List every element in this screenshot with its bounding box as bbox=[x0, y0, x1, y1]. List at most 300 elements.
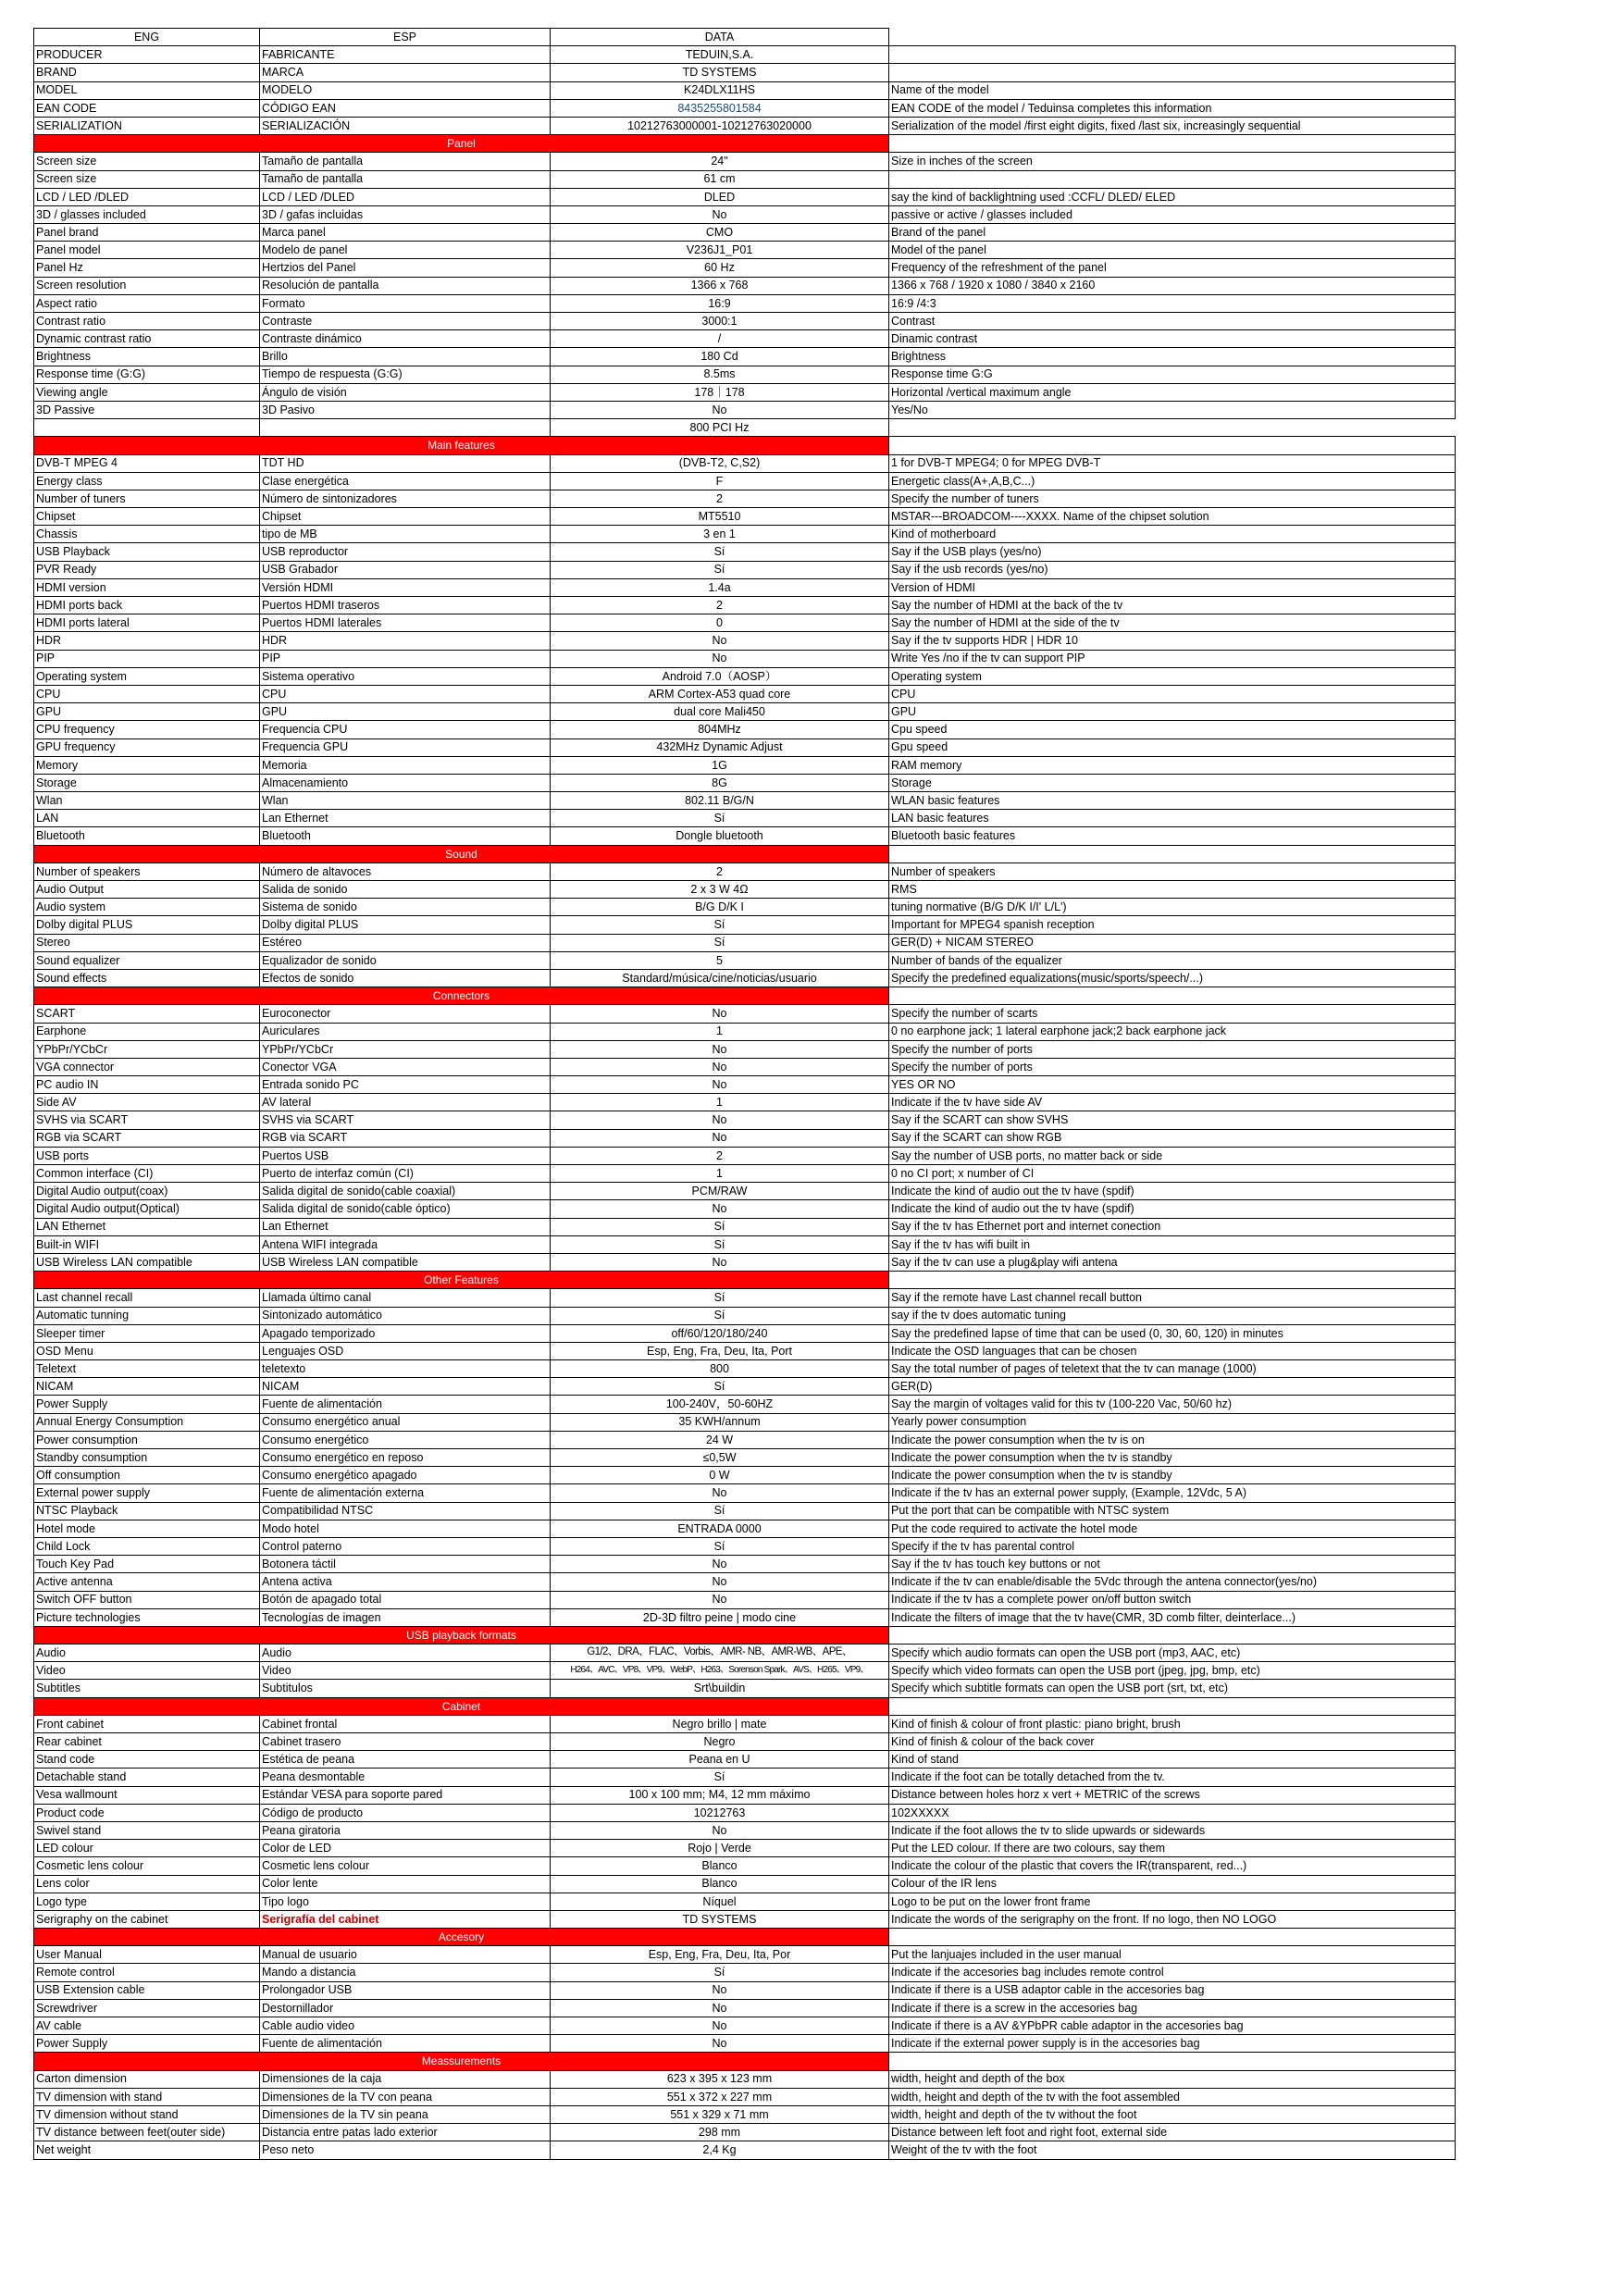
spec-label-esp: Color de LED bbox=[260, 1840, 551, 1857]
spec-row bbox=[34, 1040, 1456, 1058]
spec-label-esp: NICAM bbox=[260, 1378, 551, 1396]
spec-row bbox=[34, 1467, 1456, 1484]
spec-label-esp: Auriculares bbox=[260, 1023, 551, 1040]
spec-note: RMS bbox=[889, 881, 1456, 899]
spec-label-esp: Audio bbox=[260, 1644, 551, 1662]
spec-value: 298 mm bbox=[551, 2124, 889, 2141]
section-header-row bbox=[34, 1272, 1456, 1289]
spec-value: No bbox=[551, 1999, 889, 2017]
spec-label-esp: Distancia entre patas lado exterior bbox=[260, 2124, 551, 2141]
spec-label-esp: Efectos de sonido bbox=[260, 969, 551, 987]
spec-value: Sí bbox=[551, 1502, 889, 1520]
spec-label-esp: Dolby digital PLUS bbox=[260, 916, 551, 934]
spec-value: 551 x 329 x 71 mm bbox=[551, 2105, 889, 2123]
section-note-blank bbox=[889, 987, 1456, 1005]
spec-label-eng: Power Supply bbox=[34, 1396, 260, 1413]
spec-note: Indicate if the foot allows the tv to slide upwards or sidewards bbox=[889, 1821, 1456, 1839]
spec-row bbox=[34, 1840, 1456, 1857]
spec-label-esp: HDR bbox=[260, 632, 551, 650]
spec-label-esp: 3D / gafas incluidas bbox=[260, 205, 551, 223]
spec-label-eng: PVR Ready bbox=[34, 561, 260, 578]
spec-label-esp: Hertzios del Panel bbox=[260, 259, 551, 277]
spec-note: Specify the number of ports bbox=[889, 1058, 1456, 1075]
spec-label-eng: HDR bbox=[34, 632, 260, 650]
spec-label-eng: 3D / glasses included bbox=[34, 205, 260, 223]
spec-value: dual core Mali450 bbox=[551, 703, 889, 721]
spec-value: 804MHz bbox=[551, 721, 889, 738]
spec-label-esp: Sintonizado automático bbox=[260, 1307, 551, 1324]
spec-label-esp: Apagado temporizado bbox=[260, 1324, 551, 1342]
spec-value: No bbox=[551, 1058, 889, 1075]
spec-label-esp: LCD / LED /DLED bbox=[260, 188, 551, 205]
spec-label-eng: TV dimension with stand bbox=[34, 2088, 260, 2105]
spec-row bbox=[34, 2070, 1456, 2088]
section-note-blank bbox=[889, 1626, 1456, 1644]
spec-row bbox=[34, 1023, 1456, 1040]
spec-value: Negro brillo | mate bbox=[551, 1715, 889, 1732]
spec-label-esp: Resolución de pantalla bbox=[260, 277, 551, 294]
spec-label-esp: Manual de usuario bbox=[260, 1946, 551, 1964]
spec-label-esp: USB Grabador bbox=[260, 561, 551, 578]
spec-row bbox=[34, 2088, 1456, 2105]
spec-row bbox=[34, 1875, 1456, 1893]
spec-label-esp: teletexto bbox=[260, 1360, 551, 1378]
spec-value: H264、AVC、VP8、VP9、WebP、H263、Sorenson Spark、AVS、H265、VP9、 bbox=[551, 1662, 889, 1680]
spec-label-eng: Response time (G:G) bbox=[34, 366, 260, 383]
spec-label-esp: PIP bbox=[260, 650, 551, 667]
spec-row bbox=[34, 188, 1456, 205]
spec-label-esp: Estética de peana bbox=[260, 1751, 551, 1769]
spec-label-esp: Sistema de sonido bbox=[260, 899, 551, 916]
spec-row bbox=[34, 597, 1456, 614]
spec-label-eng: Stereo bbox=[34, 934, 260, 951]
spec-label-eng: Power consumption bbox=[34, 1431, 260, 1448]
spec-label-eng: Picture technologies bbox=[34, 1608, 260, 1626]
spec-row bbox=[34, 1253, 1456, 1271]
spec-row bbox=[34, 170, 1456, 188]
spec-note: 16:9 /4:3 bbox=[889, 294, 1456, 312]
spec-label-esp: Bluetooth bbox=[260, 827, 551, 845]
spec-label-esp: Fuente de alimentación bbox=[260, 1396, 551, 1413]
section-title: Main features bbox=[34, 437, 889, 454]
spec-label-eng: External power supply bbox=[34, 1484, 260, 1502]
spec-row bbox=[34, 650, 1456, 667]
spec-note: Indicate the kind of audio out the tv have (spdif) bbox=[889, 1183, 1456, 1200]
spec-value: 2 bbox=[551, 1147, 889, 1164]
spec-value: G1/2、DRA、FLAC、Vorbis、AMR- NB、AMR-WB、APE、 bbox=[551, 1644, 889, 1662]
spec-row bbox=[34, 46, 1456, 64]
spec-value: Negro bbox=[551, 1733, 889, 1751]
spec-label-eng: Cosmetic lens colour bbox=[34, 1857, 260, 1875]
spec-value: 1 bbox=[551, 1094, 889, 1111]
spec-label-esp: Tecnologías de imagen bbox=[260, 1608, 551, 1626]
spec-note: Put the code required to activate the hotel mode bbox=[889, 1520, 1456, 1537]
spec-note: Specify which video formats can open the USB port (jpeg, jpg, bmp, etc) bbox=[889, 1662, 1456, 1680]
spec-label-eng: LCD / LED /DLED bbox=[34, 188, 260, 205]
section-header-row bbox=[34, 135, 1456, 153]
spec-label-eng: Screen size bbox=[34, 170, 260, 188]
spec-value: K24DLX11HS bbox=[551, 81, 889, 99]
spec-label-eng: Off consumption bbox=[34, 1467, 260, 1484]
spec-value: Sí bbox=[551, 1964, 889, 1981]
spec-note: Say if the remote have Last channel recall button bbox=[889, 1289, 1456, 1307]
spec-label-esp: Versión HDMI bbox=[260, 578, 551, 596]
spec-label-esp: USB reproductor bbox=[260, 543, 551, 561]
spec-label-esp: Lenguajes OSD bbox=[260, 1342, 551, 1359]
spec-note: Number of bands of the equalizer bbox=[889, 951, 1456, 969]
spec-label-esp: Peso neto bbox=[260, 2141, 551, 2159]
spec-value: No bbox=[551, 1573, 889, 1591]
spec-row bbox=[34, 1235, 1456, 1253]
spec-row bbox=[34, 881, 1456, 899]
spec-label-eng: Aspect ratio bbox=[34, 294, 260, 312]
spec-note bbox=[889, 64, 1456, 81]
spec-row bbox=[34, 1449, 1456, 1467]
spec-row bbox=[34, 1342, 1456, 1359]
spec-label-esp: Modo hotel bbox=[260, 1520, 551, 1537]
spec-value: Sí bbox=[551, 810, 889, 827]
spec-label-eng: PRODUCER bbox=[34, 46, 260, 64]
section-header-row bbox=[34, 987, 1456, 1005]
spec-row bbox=[34, 1644, 1456, 1662]
spec-value: 2D-3D filtro peine | modo cine bbox=[551, 1608, 889, 1626]
spec-row bbox=[34, 614, 1456, 632]
spec-note: 1 for DVB-T MPEG4; 0 for MPEG DVB-T bbox=[889, 454, 1456, 472]
spec-label-eng: Built-in WIFI bbox=[34, 1235, 260, 1253]
spec-label-eng: GPU bbox=[34, 703, 260, 721]
spec-label-eng: Swivel stand bbox=[34, 1821, 260, 1839]
spec-value: 1 bbox=[551, 1165, 889, 1183]
spec-row bbox=[34, 685, 1456, 702]
spec-note: Yearly power consumption bbox=[889, 1413, 1456, 1431]
spec-label-eng: Serigraphy on the cabinet bbox=[34, 1910, 260, 1928]
spec-row bbox=[34, 1591, 1456, 1608]
spec-row bbox=[34, 969, 1456, 987]
spec-label-esp: Sistema operativo bbox=[260, 667, 551, 685]
spec-value: No bbox=[551, 1591, 889, 1608]
spec-value: 551 x 372 x 227 mm bbox=[551, 2088, 889, 2105]
spec-label-eng: SCART bbox=[34, 1005, 260, 1023]
spec-label-eng: CPU frequency bbox=[34, 721, 260, 738]
spec-label-esp: Lan Ethernet bbox=[260, 1218, 551, 1235]
spec-value: 8435255801584 bbox=[551, 99, 889, 117]
spec-row bbox=[34, 2124, 1456, 2141]
spec-note: 1366 x 768 / 1920 x 1080 / 3840 x 2160 bbox=[889, 277, 1456, 294]
spec-note: Say if the SCART can show RGB bbox=[889, 1129, 1456, 1147]
spec-label-esp: CPU bbox=[260, 685, 551, 702]
spec-value: 100-240V，50-60HZ bbox=[551, 1396, 889, 1413]
spec-row bbox=[34, 2017, 1456, 2035]
spec-note: Indicate if the accesories bag includes remote control bbox=[889, 1964, 1456, 1981]
spec-label-esp: Puertos HDMI traseros bbox=[260, 597, 551, 614]
spec-note: Important for MPEG4 spanish reception bbox=[889, 916, 1456, 934]
spec-value: 1G bbox=[551, 756, 889, 774]
spec-label-eng: Viewing angle bbox=[34, 383, 260, 401]
spec-row bbox=[34, 738, 1456, 756]
spec-label-esp: TDT HD bbox=[260, 454, 551, 472]
spec-label-eng: GPU frequency bbox=[34, 738, 260, 756]
spec-label-eng: Brightness bbox=[34, 348, 260, 366]
spec-note: Specify if the tv has parental control bbox=[889, 1537, 1456, 1555]
spec-label-eng: Digital Audio output(coax) bbox=[34, 1183, 260, 1200]
spec-label-esp: Puertos USB bbox=[260, 1147, 551, 1164]
spec-note: Say if the tv supports HDR | HDR 10 bbox=[889, 632, 1456, 650]
spec-note: YES OR NO bbox=[889, 1076, 1456, 1094]
section-title: Connectors bbox=[34, 987, 889, 1005]
spec-value: Sí bbox=[551, 543, 889, 561]
spec-label-eng: Audio system bbox=[34, 899, 260, 916]
spec-label-eng: NICAM bbox=[34, 1378, 260, 1396]
spec-label-eng: Sleeper timer bbox=[34, 1324, 260, 1342]
spec-note: Indicate the kind of audio out the tv have (spdif) bbox=[889, 1200, 1456, 1218]
spec-note: Version of HDMI bbox=[889, 578, 1456, 596]
spec-row bbox=[34, 81, 1456, 99]
spec-row bbox=[34, 259, 1456, 277]
spec-label-eng: Annual Energy Consumption bbox=[34, 1413, 260, 1431]
spec-label-esp: Fuente de alimentación externa bbox=[260, 1484, 551, 1502]
spec-value: 35 KWH/annum bbox=[551, 1413, 889, 1431]
spec-label-eng: Chipset bbox=[34, 508, 260, 526]
spec-label-eng: Operating system bbox=[34, 667, 260, 685]
spec-label-eng: Dolby digital PLUS bbox=[34, 916, 260, 934]
section-header-row bbox=[34, 437, 1456, 454]
spec-label-eng: Logo type bbox=[34, 1893, 260, 1910]
spec-row bbox=[34, 1307, 1456, 1324]
spec-value: 2 bbox=[551, 490, 889, 507]
spec-note: Indicate the power consumption when the tv is on bbox=[889, 1431, 1456, 1448]
spec-value: TD SYSTEMS bbox=[551, 64, 889, 81]
spec-row bbox=[34, 1218, 1456, 1235]
spec-row bbox=[34, 543, 1456, 561]
spec-label-esp: Consumo energético en reposo bbox=[260, 1449, 551, 1467]
spec-label-esp: Dimensiones de la TV sin peana bbox=[260, 2105, 551, 2123]
spec-note: Operating system bbox=[889, 667, 1456, 685]
spec-value: Sí bbox=[551, 1307, 889, 1324]
spec-label-esp: MARCA bbox=[260, 64, 551, 81]
spec-label-esp: Mando a distancia bbox=[260, 1964, 551, 1981]
spec-label-eng: User Manual bbox=[34, 1946, 260, 1964]
spec-label-esp: Dimensiones de la caja bbox=[260, 2070, 551, 2088]
spec-label-eng: Panel brand bbox=[34, 224, 260, 242]
spec-label-eng: HDMI ports lateral bbox=[34, 614, 260, 632]
spec-label-esp: 3D Pasivo bbox=[260, 401, 551, 418]
section-note-blank bbox=[889, 845, 1456, 863]
spec-row bbox=[34, 1981, 1456, 1999]
spec-value: 8.5ms bbox=[551, 366, 889, 383]
header-data: DATA bbox=[551, 29, 889, 46]
spec-label-esp: Tamaño de pantalla bbox=[260, 170, 551, 188]
spec-note: Indicate the power consumption when the tv is standby bbox=[889, 1467, 1456, 1484]
spec-row bbox=[34, 1680, 1456, 1697]
spec-label-eng: TV dimension without stand bbox=[34, 2105, 260, 2123]
spec-value: No bbox=[551, 1129, 889, 1147]
spec-note: Put the port that can be compatible with NTSC system bbox=[889, 1502, 1456, 1520]
spec-note: Number of speakers bbox=[889, 863, 1456, 880]
spec-label-esp: Consumo energético apagado bbox=[260, 1467, 551, 1484]
spec-label-esp: Memoria bbox=[260, 756, 551, 774]
spec-label-esp: Tiempo de respuesta (G:G) bbox=[260, 366, 551, 383]
spec-label-eng: Common interface (CI) bbox=[34, 1165, 260, 1183]
spec-label-esp: Brillo bbox=[260, 348, 551, 366]
spec-note: 102XXXXX bbox=[889, 1804, 1456, 1821]
spec-value: 2 bbox=[551, 863, 889, 880]
spec-label-eng: SVHS via SCART bbox=[34, 1111, 260, 1129]
spec-label-esp: Clase energética bbox=[260, 472, 551, 490]
spec-label-eng: Digital Audio output(Optical) bbox=[34, 1200, 260, 1218]
spec-label-eng: Number of tuners bbox=[34, 490, 260, 507]
spec-row bbox=[34, 472, 1456, 490]
spec-value: 180 Cd bbox=[551, 348, 889, 366]
spec-label-esp: Puertos HDMI laterales bbox=[260, 614, 551, 632]
spec-row bbox=[34, 1715, 1456, 1732]
spec-value: CMO bbox=[551, 224, 889, 242]
spec-row bbox=[34, 667, 1456, 685]
spec-label-esp: Serigrafía del cabinet bbox=[260, 1910, 551, 1928]
spec-label-eng: Child Lock bbox=[34, 1537, 260, 1555]
spec-row bbox=[34, 1520, 1456, 1537]
spec-row bbox=[34, 526, 1456, 543]
spec-value: No bbox=[551, 1111, 889, 1129]
spec-row bbox=[34, 863, 1456, 880]
spec-row bbox=[34, 721, 1456, 738]
spec-value: Android 7.0（AOSP） bbox=[551, 667, 889, 685]
spec-note: Specify which audio formats can open the USB port (mp3, AAC, etc) bbox=[889, 1644, 1456, 1662]
spec-label-esp: Número de altavoces bbox=[260, 863, 551, 880]
spec-value: 2 bbox=[551, 597, 889, 614]
spec-row bbox=[34, 383, 1456, 401]
spec-value: 623 x 395 x 123 mm bbox=[551, 2070, 889, 2088]
spec-label-eng: Switch OFF button bbox=[34, 1591, 260, 1608]
spec-label-eng: DVB-T MPEG 4 bbox=[34, 454, 260, 472]
spec-note: CPU bbox=[889, 685, 1456, 702]
spec-note: RAM memory bbox=[889, 756, 1456, 774]
spec-note: Say the number of HDMI at the back of the tv bbox=[889, 597, 1456, 614]
spec-row bbox=[34, 632, 1456, 650]
spec-note: Size in inches of the screen bbox=[889, 153, 1456, 170]
spec-label-esp: FABRICANTE bbox=[260, 46, 551, 64]
spec-value: Sí bbox=[551, 916, 889, 934]
spec-note: Say if the USB plays (yes/no) bbox=[889, 543, 1456, 561]
spec-row bbox=[34, 1129, 1456, 1147]
spec-note: Say if the tv has Ethernet port and internet conection bbox=[889, 1218, 1456, 1235]
spec-value: Sí bbox=[551, 934, 889, 951]
spec-label-esp: Fuente de alimentación bbox=[260, 2035, 551, 2053]
spec-row bbox=[34, 1769, 1456, 1786]
spec-row bbox=[34, 117, 1456, 134]
spec-row bbox=[34, 1111, 1456, 1129]
spec-row bbox=[34, 810, 1456, 827]
spec-row bbox=[34, 1608, 1456, 1626]
spec-label-eng: Touch Key Pad bbox=[34, 1556, 260, 1573]
spec-row bbox=[34, 1893, 1456, 1910]
spec-label-esp: Modelo de panel bbox=[260, 242, 551, 259]
spec-label-eng: RGB via SCART bbox=[34, 1129, 260, 1147]
spec-value: 178｜178 bbox=[551, 383, 889, 401]
spec-label-eng: Storage bbox=[34, 774, 260, 791]
spec-label-esp: Estándar VESA para soporte pared bbox=[260, 1786, 551, 1804]
spec-note: tuning normative (B/G D/K I/I' L/L') bbox=[889, 899, 1456, 916]
spec-label-eng: Subtitles bbox=[34, 1680, 260, 1697]
spec-note: GER(D) + NICAM STEREO bbox=[889, 934, 1456, 951]
spec-note: Indicate if the foot can be totally detached from the tv. bbox=[889, 1769, 1456, 1786]
spec-label-esp: Formato bbox=[260, 294, 551, 312]
section-note-blank bbox=[889, 1697, 1456, 1715]
spec-sheet-body bbox=[34, 29, 1456, 2160]
spec-label-esp: AV lateral bbox=[260, 1094, 551, 1111]
header-row bbox=[34, 29, 1456, 46]
spec-value: No bbox=[551, 1200, 889, 1218]
spec-label-eng: Power Supply bbox=[34, 2035, 260, 2053]
spec-label-esp: tipo de MB bbox=[260, 526, 551, 543]
spec-note: Model of the panel bbox=[889, 242, 1456, 259]
spec-row bbox=[34, 1786, 1456, 1804]
spec-label-eng: Standby consumption bbox=[34, 1449, 260, 1467]
spec-note bbox=[889, 419, 1456, 437]
spec-row bbox=[34, 1413, 1456, 1431]
spec-label-esp: Salida digital de sonido(cable coaxial) bbox=[260, 1183, 551, 1200]
spec-label-eng: Vesa wallmount bbox=[34, 1786, 260, 1804]
spec-label-eng: Sound equalizer bbox=[34, 951, 260, 969]
spec-row bbox=[34, 1147, 1456, 1164]
spec-note: GER(D) bbox=[889, 1378, 1456, 1396]
spec-value: 60 Hz bbox=[551, 259, 889, 277]
section-header-row bbox=[34, 1929, 1456, 1946]
spec-note bbox=[889, 170, 1456, 188]
spec-value: / bbox=[551, 330, 889, 348]
spec-note: width, height and depth of the tv with the foot assembled bbox=[889, 2088, 1456, 2105]
section-title: Panel bbox=[34, 135, 889, 153]
spec-note: Gpu speed bbox=[889, 738, 1456, 756]
spec-value: Sí bbox=[551, 561, 889, 578]
header-eng: ENG bbox=[34, 29, 260, 46]
spec-row bbox=[34, 224, 1456, 242]
spec-value: 10212763000001-10212763020000 bbox=[551, 117, 889, 134]
spec-label-eng: 3D Passive bbox=[34, 401, 260, 418]
spec-value: 16:9 bbox=[551, 294, 889, 312]
section-title: Meassurements bbox=[34, 2053, 889, 2070]
spec-row bbox=[34, 64, 1456, 81]
spec-label-eng: Automatic tunning bbox=[34, 1307, 260, 1324]
spec-label-eng: Number of speakers bbox=[34, 863, 260, 880]
spec-label-esp: Equalizador de sonido bbox=[260, 951, 551, 969]
spec-note: Weight of the tv with the foot bbox=[889, 2141, 1456, 2159]
spec-note: Indicate if there is a USB adaptor cable in the accesories bag bbox=[889, 1981, 1456, 1999]
spec-value: Peana en U bbox=[551, 1751, 889, 1769]
spec-row bbox=[34, 2141, 1456, 2159]
spec-note: Kind of motherboard bbox=[889, 526, 1456, 543]
spec-label-eng: YPbPr/YCbCr bbox=[34, 1040, 260, 1058]
spec-value: No bbox=[551, 1040, 889, 1058]
section-note-blank bbox=[889, 135, 1456, 153]
spec-note: Name of the model bbox=[889, 81, 1456, 99]
spec-row bbox=[34, 1396, 1456, 1413]
spec-label-eng: Sound effects bbox=[34, 969, 260, 987]
section-note-blank bbox=[889, 1272, 1456, 1289]
section-header-row bbox=[34, 1626, 1456, 1644]
spec-label-eng: Wlan bbox=[34, 792, 260, 810]
spec-note: GPU bbox=[889, 703, 1456, 721]
spec-label-esp: Tamaño de pantalla bbox=[260, 153, 551, 170]
spec-label-eng: Audio bbox=[34, 1644, 260, 1662]
spec-label-eng: Chassis bbox=[34, 526, 260, 543]
spec-note: Indicate the power consumption when the tv is standby bbox=[889, 1449, 1456, 1467]
spec-value: Blanco bbox=[551, 1875, 889, 1893]
spec-value: No bbox=[551, 1005, 889, 1023]
spec-note: Specify the number of tuners bbox=[889, 490, 1456, 507]
spec-row bbox=[34, 1502, 1456, 1520]
spec-value: No bbox=[551, 1981, 889, 1999]
spec-note: Indicate the words of the serigraphy on the front. If no logo, then NO LOGO bbox=[889, 1910, 1456, 1928]
